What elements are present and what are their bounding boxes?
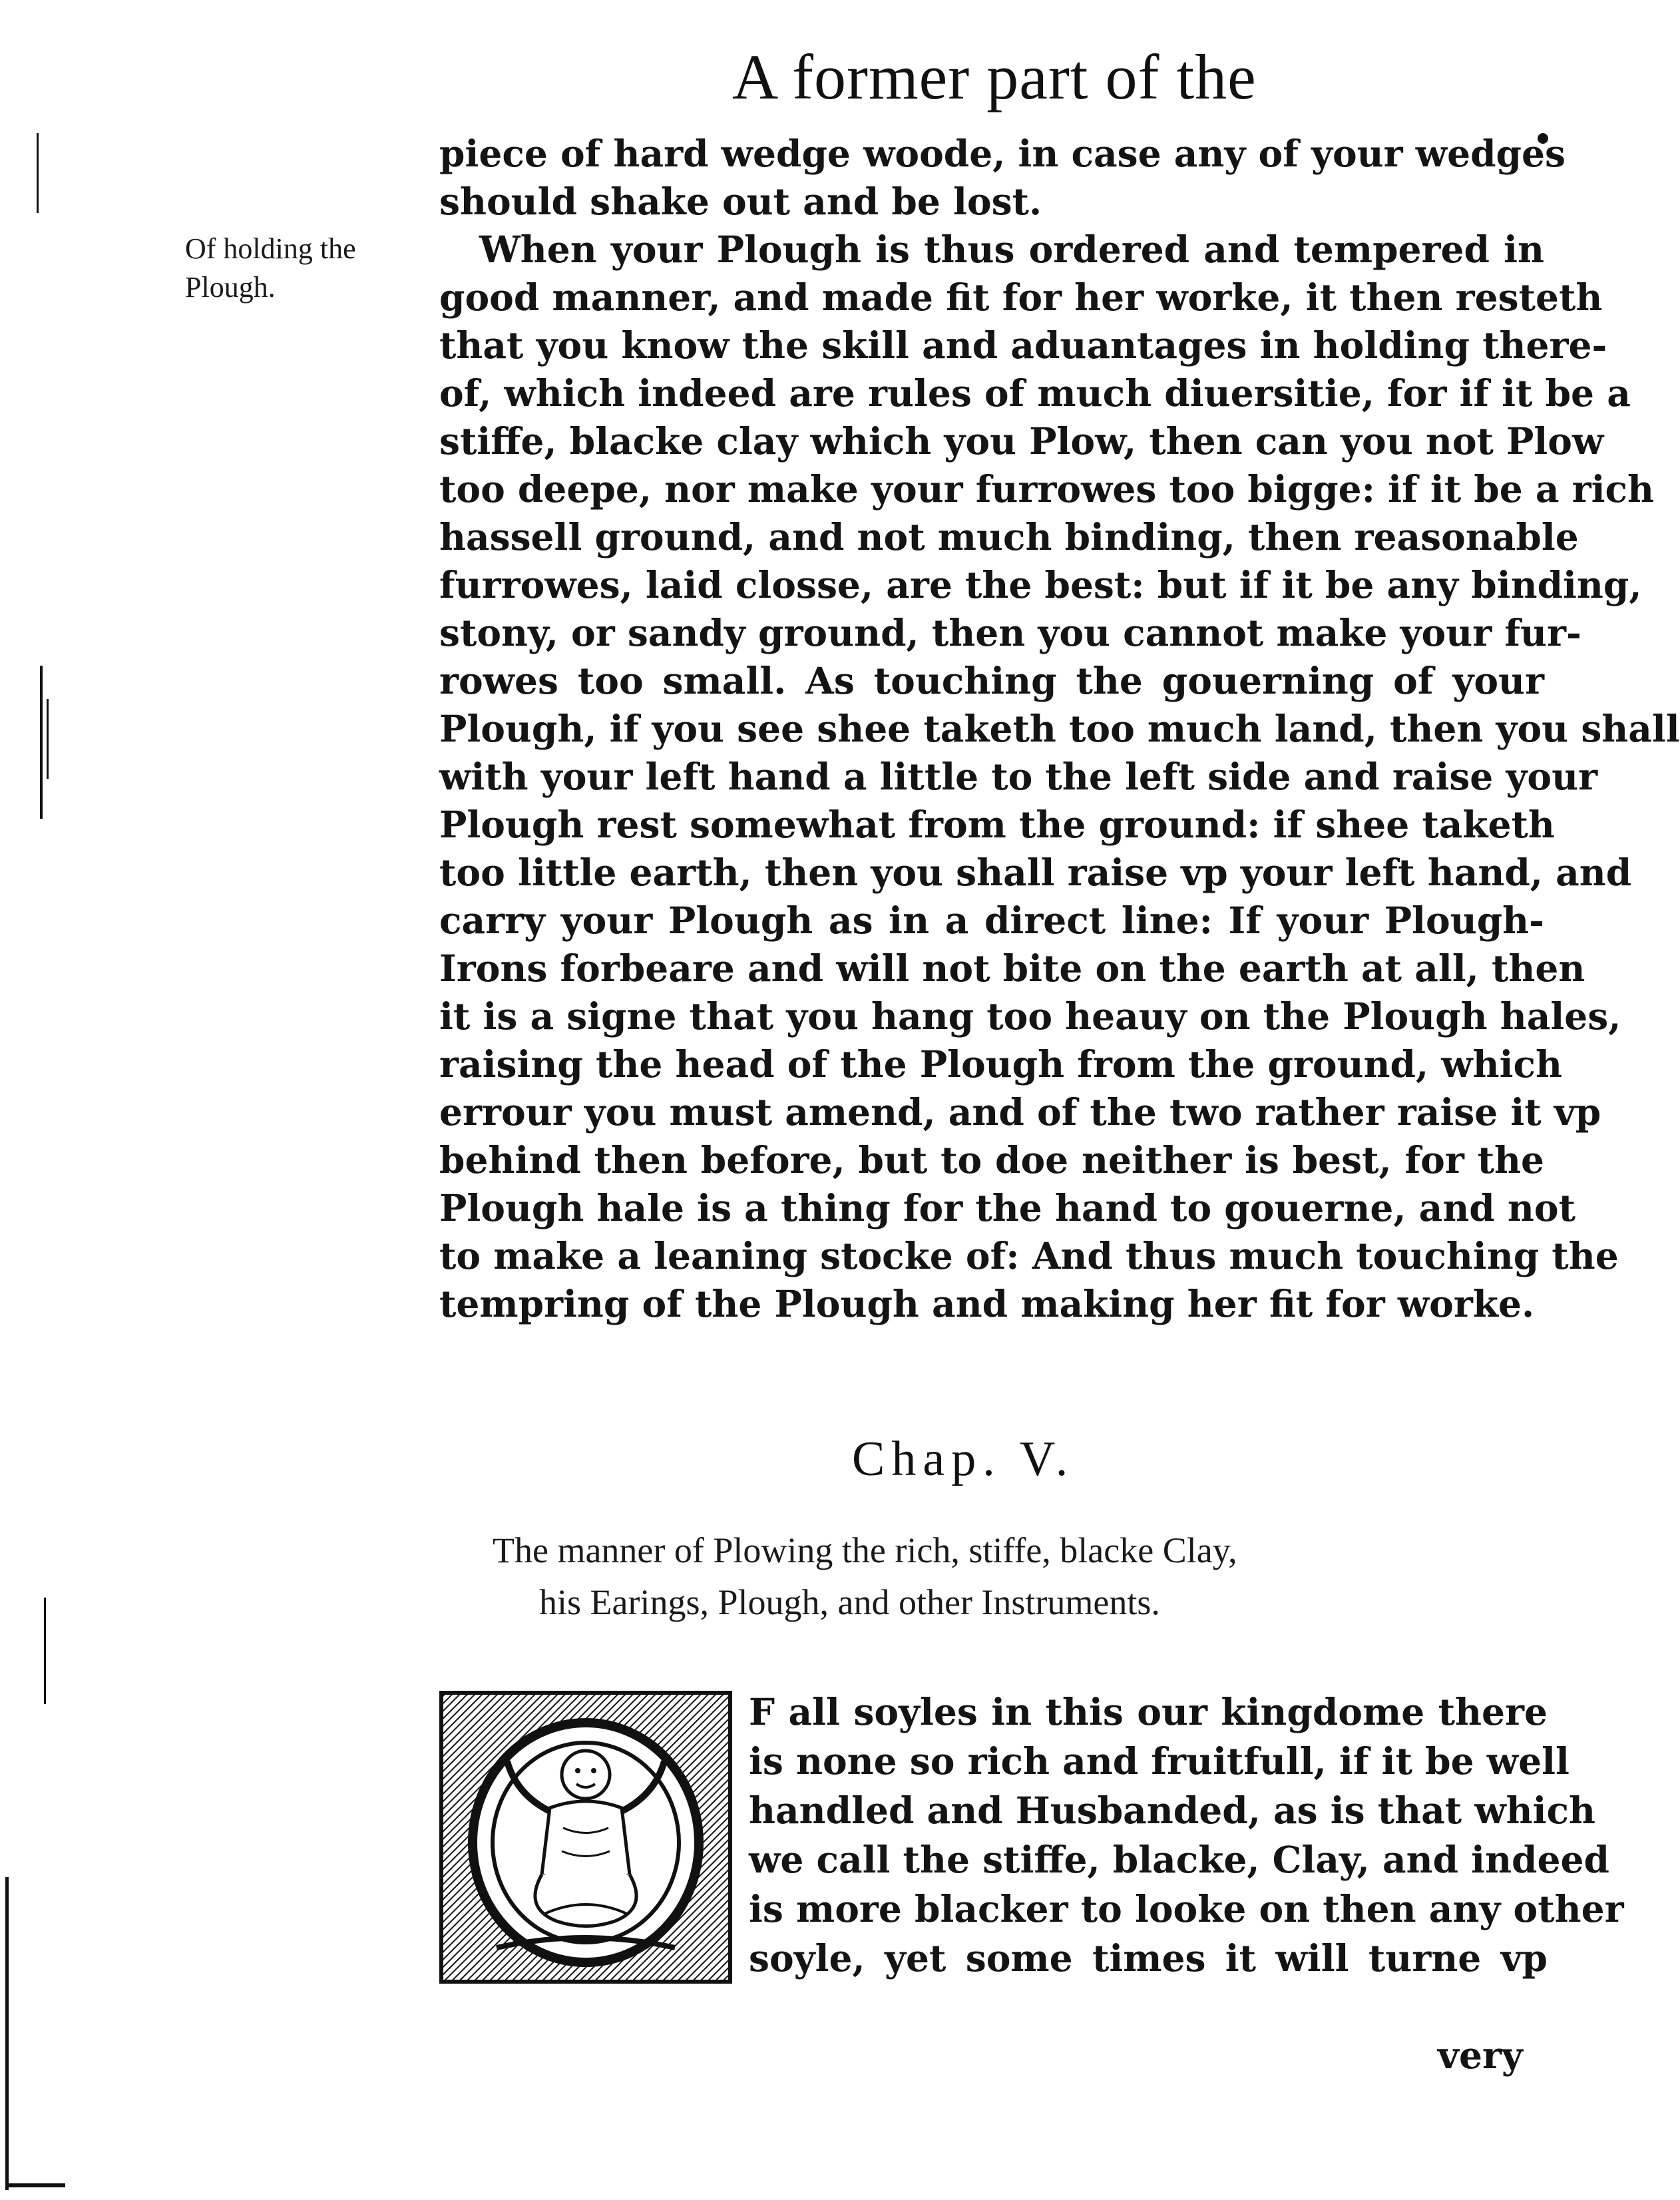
text-line: When your Plough is thus ordered and tempered in — [479, 228, 1544, 271]
text-line: behind then before, but to doe neither is best, for the — [439, 1138, 1544, 1182]
text-line: that you know the skill and aduantages in holding there- — [439, 324, 1607, 367]
text-line: carry your Plough as in a direct line: If your Plough- — [439, 899, 1544, 942]
running-head: A former part of the — [732, 41, 1257, 112]
text-line: stony, or sandy ground, then you cannot make your fur- — [439, 611, 1581, 654]
text-line: Plough rest somewhat from the ground: if shee taketh — [439, 803, 1555, 846]
text-line: rowes too small. As touching the gouerning of your — [439, 659, 1544, 702]
decorated-initial-o-woodcut — [439, 1691, 732, 1984]
text-line: too little earth, then you shall raise vp your left hand, and — [439, 851, 1632, 894]
text-line: hassell ground, and not much binding, then reasonable — [439, 515, 1579, 558]
chapter-subtitle-line: his Earings, Plough, and other Instruments. — [539, 1582, 1160, 1622]
marginal-note-line: Plough. — [185, 271, 276, 304]
woodcut-figure-icon — [443, 1695, 728, 1980]
body-text — [439, 130, 1680, 1328]
text-line: is none so rich and fruitfull, if it be well — [749, 1739, 1570, 1783]
text-line: Plough hale is a thing for the hand to gouerne, and not — [439, 1186, 1575, 1229]
text-line: soyle, yet some times it will turne vp — [749, 1936, 1548, 1980]
text-line: it is a signe that you hang too heauy on the Plough hales, — [439, 994, 1621, 1038]
chapter-subtitle — [493, 1524, 1558, 1628]
chapter-subtitle-line: The manner of Plowing the rich, stiffe, blacke Clay, — [493, 1530, 1237, 1570]
text-line: handled and Husbanded, as is that which — [749, 1789, 1596, 1832]
catchword: very — [1438, 2034, 1523, 2077]
binding-edge — [0, 0, 73, 2200]
text-line: stiffe, blacke clay which you Plow, then can you not Plow — [439, 419, 1604, 463]
text-line: raising the head of the Plough from the ground, which — [439, 1042, 1563, 1086]
marginal-note-line: Of holding the — [185, 232, 356, 265]
text-line: F all soyles in this our kingdome there — [749, 1690, 1548, 1733]
text-line: good manner, and made fit for her worke, it then resteth — [439, 276, 1603, 319]
text-line: tempring of the Plough and making her fit for worke. — [439, 1282, 1535, 1325]
chapter-heading: Chap. V. — [852, 1432, 1075, 1486]
text-line: to make a leaning stocke of: And thus much touching the — [439, 1234, 1619, 1277]
text-line: furrowes, laid closse, are the best: but if it be any binding, — [439, 563, 1642, 606]
chapter-opening-text — [749, 1687, 1624, 1983]
text-line: with your left hand a little to the left side and raise your — [439, 755, 1598, 798]
text-line: errour you must amend, and of the two rather raise it vp — [439, 1090, 1601, 1134]
text-line: is more blacker to looke on then any other — [749, 1887, 1624, 1930]
marginal-note — [185, 230, 425, 307]
text-line: should shake out and be lost. — [439, 180, 1042, 223]
text-line: piece of hard wedge woode, in case any of your wedges — [439, 132, 1566, 175]
text-line: too deepe, nor make your furrowes too bigge: if it be a rich — [439, 467, 1654, 511]
text-line: Plough, if you see shee taketh too much land, then you shall — [439, 707, 1680, 750]
text-line: of, which indeed are rules of much diuersitie, for if it be a — [439, 371, 1631, 415]
text-line: we call the stiffe, blacke, Clay, and indeed — [749, 1838, 1609, 1881]
text-line: Irons forbeare and will not bite on the earth at all, then — [439, 947, 1585, 990]
